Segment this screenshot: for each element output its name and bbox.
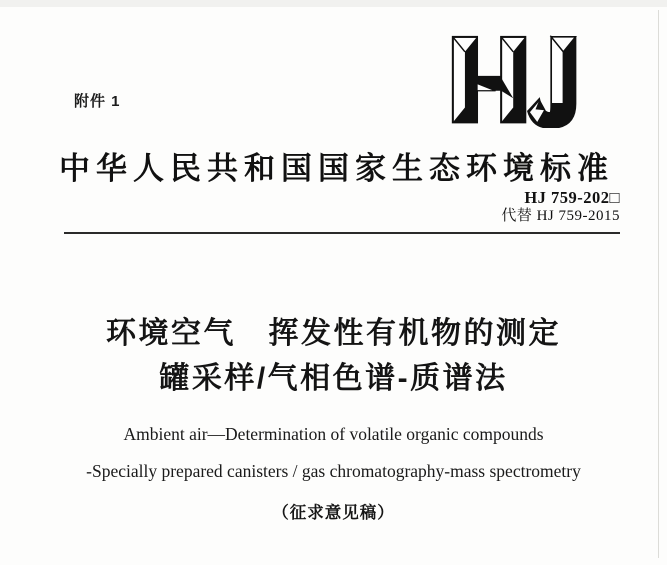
title-line-2: 罐采样/气相色谱-质谱法: [159, 362, 508, 395]
draft-status-note: （征求意见稿）: [272, 504, 395, 522]
document-title-zh: [0, 311, 667, 401]
standard-number: HJ 759-202□: [524, 188, 620, 207]
attachment-label: 附件 1: [74, 93, 121, 110]
replaces-note: 代替 HJ 759-2015: [501, 208, 620, 224]
header-divider-rule: [64, 232, 620, 234]
standard-number-block: [501, 188, 620, 226]
document-title-en-line2: -Specially prepared canisters / gas chromatography-mass spectrometry: [86, 461, 581, 481]
scan-top-edge: [0, 0, 667, 7]
document-title-en-line1: Ambient air—Determination of volatile organic compounds: [123, 424, 544, 444]
title-line-1: 环境空气 挥发性有机物的测定: [106, 317, 561, 350]
hj-logo-icon: [451, 35, 607, 128]
standard-heading: 中华人民共和国国家生态环境标准: [59, 151, 614, 186]
